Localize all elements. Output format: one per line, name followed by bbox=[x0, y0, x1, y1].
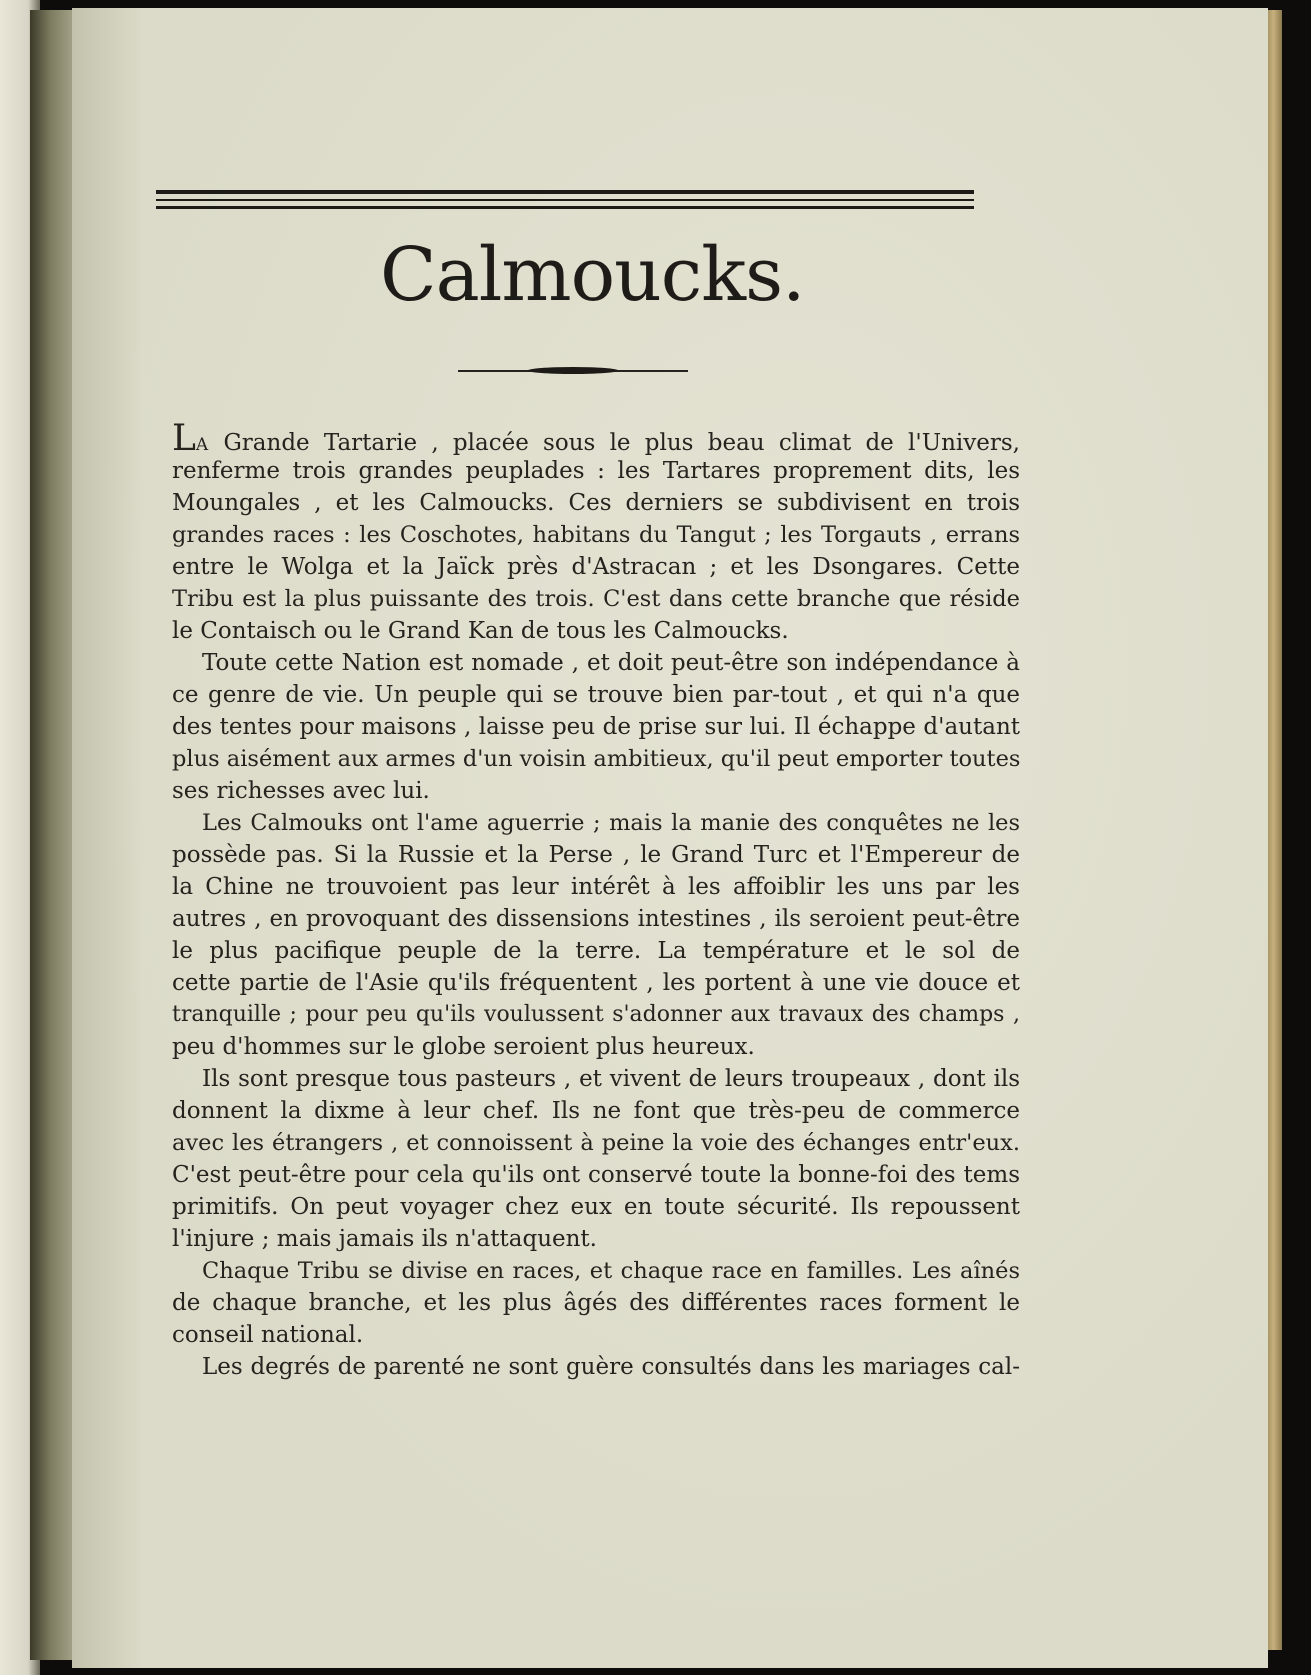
paragraph-3 bbox=[172, 807, 1020, 1063]
text-line: renferme trois grandes peuplades : les Tartares proprement dits, les bbox=[172, 458, 1020, 484]
text-line: de chaque branche, et les plus âgés des différentes races forment le bbox=[172, 1290, 1020, 1316]
body-text bbox=[172, 418, 1021, 1383]
text-line: C'est peut-être pour cela qu'ils ont conservé toute la bonne-foi des tems bbox=[172, 1162, 1020, 1188]
text-line: ses richesses avec lui. bbox=[172, 778, 430, 804]
page-title: Calmoucks. bbox=[380, 232, 805, 318]
text-line: Toute cette Nation est nomade , et doit peut-être son indépendance à bbox=[202, 650, 1020, 676]
text-line: Les degrés de parenté ne sont guère consultés dans les mariages cal- bbox=[202, 1354, 1020, 1380]
ornament-swell bbox=[528, 367, 618, 374]
header-rule bbox=[156, 190, 974, 214]
page-block-edge bbox=[1268, 10, 1282, 1650]
header-rule-thin bbox=[156, 199, 974, 201]
paragraph-5 bbox=[172, 1255, 1020, 1351]
header-rule-bottom bbox=[156, 206, 974, 209]
text-line: Chaque Tribu se divise en races, et chaque race en familles. Les aînés bbox=[202, 1258, 1020, 1284]
text-line: entre le Wolga et la Jaïck près d'Astracan ; et les Dsongares. Cette bbox=[172, 554, 1020, 580]
header-rule-thick bbox=[156, 190, 974, 194]
paragraph-2 bbox=[172, 647, 1020, 807]
text-line: plus aisément aux armes d'un voisin ambitieux, qu'il peut emporter toutes bbox=[172, 746, 1021, 772]
text-line: donnent la dixme à leur chef. Ils ne font que très-peu de commerce bbox=[172, 1098, 1020, 1124]
line-rest: Grande Tartarie , placée sous le plus beau climat de l'Univers, bbox=[209, 430, 1020, 456]
text-line: le plus pacifique peuple de la terre. La température et le sol de bbox=[172, 938, 1020, 964]
paragraph-6 bbox=[172, 1351, 1020, 1383]
text-line: Les Calmouks ont l'ame aguerrie ; mais la manie des conquêtes ne les bbox=[202, 810, 1020, 836]
small-caps: A bbox=[195, 435, 210, 455]
text-line: Moungales , et les Calmoucks. Ces derniers se subdivisent en trois bbox=[172, 490, 1020, 516]
text-line: cette partie de l'Asie qu'ils fréquentent , les portent à une vie douce et bbox=[172, 970, 1020, 996]
text-line: la Chine ne trouvoient pas leur intérêt à les affoiblir les uns par les bbox=[172, 874, 1020, 900]
text-line: Tribu est la plus puissante des trois. C'est dans cette branche que réside bbox=[172, 586, 1020, 612]
text-line: conseil national. bbox=[172, 1322, 364, 1348]
text-line: avec les étrangers , et connoissent à peine la voie des échanges entr'eux. bbox=[172, 1130, 1020, 1156]
book-gutter bbox=[30, 10, 76, 1660]
text-line: possède pas. Si la Russie et la Perse , le Grand Turc et l'Empereur de bbox=[172, 842, 1020, 868]
text-line: le Contaisch ou le Grand Kan de tous les Calmoucks. bbox=[172, 618, 789, 644]
text-line: des tentes pour maisons , laisse peu de prise sur lui. Il échappe d'autant bbox=[172, 714, 1020, 740]
text-line bbox=[172, 418, 1020, 459]
text-line: autres , en provoquant des dissensions intestines , ils seroient peut-être bbox=[172, 906, 1020, 932]
text-line: tranquille ; pour peu qu'ils voulussent s'adonner aux travaux des champs , bbox=[172, 1002, 1020, 1027]
text-line: primitifs. On peut voyager chez eux en toute sécurité. Ils repoussent bbox=[172, 1194, 1020, 1220]
drop-cap: L bbox=[172, 418, 196, 459]
text-line: peu d'hommes sur le globe seroient plus heureux. bbox=[172, 1034, 755, 1060]
text-line: ce genre de vie. Un peuple qui se trouve bien par-tout , et qui n'a que bbox=[172, 682, 1020, 708]
paragraph-4 bbox=[172, 1063, 1020, 1255]
title-ornament bbox=[458, 366, 688, 376]
text-line: Ils sont presque tous pasteurs , et vivent de leurs troupeaux , dont ils bbox=[202, 1066, 1020, 1092]
text-line: grandes races : les Coschotes, habitans du Tangut ; les Torgauts , errans bbox=[172, 522, 1020, 548]
text-line: l'injure ; mais jamais ils n'attaquent. bbox=[172, 1226, 597, 1252]
paragraph-1 bbox=[172, 418, 1020, 647]
